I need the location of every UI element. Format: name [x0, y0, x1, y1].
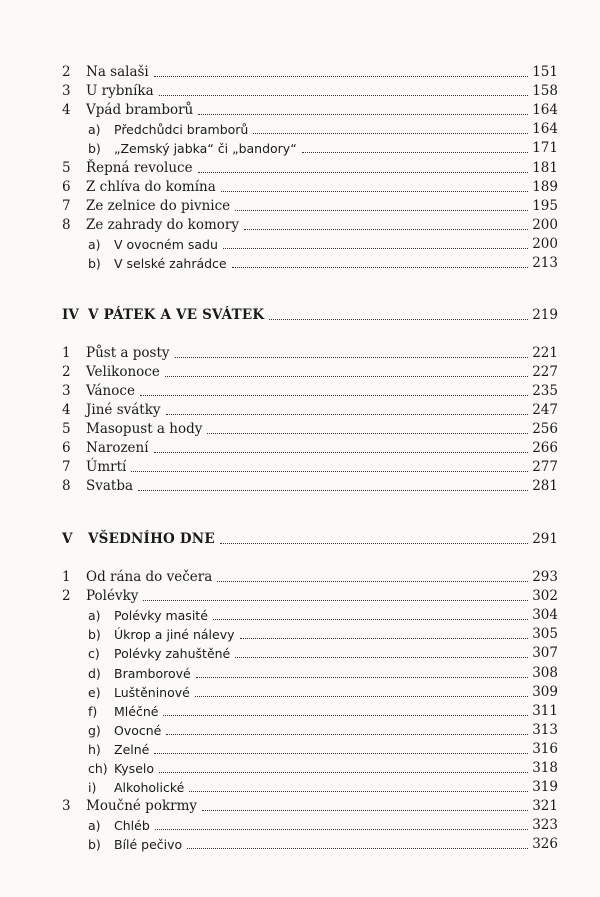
section-title: V PÁTEK A VE SVÁTEK: [88, 307, 265, 323]
entry-title: Zelné: [114, 741, 150, 757]
entry-number: 1: [62, 345, 71, 361]
entry-number: b): [88, 256, 101, 271]
page-number: 151: [532, 64, 558, 80]
entry-title: Mléčné: [114, 703, 159, 719]
page-number: 313: [532, 721, 558, 738]
entry-title: Vpád bramborů: [86, 102, 194, 119]
entry-number: a): [88, 608, 101, 624]
entry-title: Z chlíva do komína: [86, 178, 216, 195]
entry-title: Předchůdci bramborů: [114, 122, 249, 138]
dot-leader: [163, 715, 528, 716]
dot-leader: [269, 319, 528, 320]
dot-leader: [154, 753, 528, 754]
toc-subentry[interactable]: [62, 664, 558, 683]
dot-leader: [138, 490, 528, 491]
toc-subentry[interactable]: [62, 120, 558, 139]
entry-title: Polévky masité: [114, 608, 208, 624]
toc-entry[interactable]: [62, 458, 558, 477]
dot-leader: [166, 734, 528, 735]
entry-title: Půst a posty: [86, 345, 170, 361]
dot-leader: [187, 848, 528, 849]
page-number: 266: [532, 440, 558, 456]
entry-number: 6: [62, 440, 71, 456]
page-number: 281: [532, 478, 558, 494]
dot-leader: [143, 600, 528, 601]
page-number: 318: [532, 760, 558, 776]
entry-number: 5: [62, 421, 71, 437]
entry-number: a): [88, 122, 101, 138]
toc-entry[interactable]: [62, 63, 558, 82]
entry-title: Polévky zahuštěné: [114, 646, 231, 662]
entry-title: Alkoholické: [114, 780, 185, 796]
entry-number: f): [88, 703, 98, 719]
entry-number: c): [88, 646, 100, 662]
entry-number: 3: [62, 83, 71, 100]
entry-number: 5: [62, 159, 71, 176]
page-number: 171: [532, 140, 558, 157]
page-number: 164: [532, 102, 558, 119]
entry-title: V ovocném sadu: [114, 236, 218, 252]
toc-entry[interactable]: [62, 363, 558, 382]
toc-subentry[interactable]: [62, 702, 558, 721]
toc-entry[interactable]: [62, 159, 558, 178]
page-number: 277: [532, 459, 558, 475]
toc-subentry[interactable]: [62, 139, 558, 158]
dot-leader: [140, 395, 528, 396]
page-number: 235: [532, 383, 558, 399]
entry-title: Ze zelnice do pivnice: [86, 197, 231, 214]
section-number: IV: [62, 307, 79, 323]
toc-entry[interactable]: [62, 477, 558, 496]
toc-entry[interactable]: [62, 197, 558, 216]
entry-number: 7: [62, 197, 71, 214]
entry-number: 2: [62, 364, 71, 380]
toc-subentry[interactable]: [62, 835, 558, 854]
entry-number: 2: [62, 64, 71, 80]
entry-title: „Zemský jabka“ či „bandory“: [114, 141, 297, 157]
entry-title: V selské zahrádce: [114, 256, 227, 271]
entry-title: Kyselo: [114, 761, 155, 776]
entry-title: Jiné svátky: [86, 402, 161, 418]
entry-title: Na salaši: [86, 64, 149, 80]
entry-title: Řepná revoluce: [86, 159, 193, 176]
entry-title: Ovocné: [114, 722, 162, 738]
entry-number: d): [88, 665, 101, 681]
entry-title: Chléb: [114, 818, 150, 834]
toc-subentry[interactable]: [62, 625, 558, 644]
page-number: 321: [532, 798, 558, 815]
dot-leader: [235, 210, 528, 211]
entry-number: 3: [62, 798, 71, 815]
page-number: 256: [532, 421, 558, 437]
page-number: 305: [532, 626, 558, 643]
dot-leader: [213, 619, 528, 620]
dot-leader: [223, 248, 528, 249]
page-number: 311: [532, 702, 558, 719]
dot-leader: [154, 76, 528, 77]
toc-subentry[interactable]: [62, 759, 558, 778]
toc-entry[interactable]: [62, 178, 558, 197]
page-number: 307: [532, 645, 558, 662]
entry-number: 6: [62, 178, 71, 195]
toc-subentry[interactable]: [62, 683, 558, 702]
entry-title: Bílé pečivo: [114, 837, 183, 853]
page-number: 181: [532, 159, 558, 176]
toc-entry[interactable]: [62, 420, 558, 439]
page-number: 200: [532, 235, 558, 252]
entry-title: U rybníka: [86, 83, 154, 100]
dot-leader: [154, 452, 529, 453]
page-number: 326: [532, 836, 558, 853]
page-number: 309: [532, 683, 558, 700]
dot-leader: [165, 376, 528, 377]
toc-entry[interactable]: [62, 82, 558, 101]
dot-leader: [195, 696, 528, 697]
entry-title: Úkrop a jiné nálevy: [114, 627, 235, 643]
toc-entry[interactable]: [62, 216, 558, 235]
entry-title: Ze zahrady do komory: [86, 216, 239, 233]
toc-entry[interactable]: [62, 568, 558, 587]
entry-number: 1: [62, 569, 71, 585]
section-title: VŠEDNÍHO DNE: [88, 531, 215, 547]
entry-number: a): [88, 236, 101, 252]
entry-title: Bramborové: [114, 665, 191, 681]
entry-title: Narození: [86, 440, 149, 456]
toc-subentry[interactable]: [62, 740, 558, 759]
page-number: 227: [532, 364, 558, 380]
dot-leader: [166, 414, 529, 415]
entry-number: 4: [62, 402, 71, 418]
toc-subentry[interactable]: [62, 816, 558, 835]
dot-leader: [196, 677, 528, 678]
entry-number: b): [88, 837, 101, 853]
entry-title: Vánoce: [86, 383, 135, 399]
dot-leader: [175, 357, 529, 358]
dot-leader: [198, 172, 529, 173]
entry-number: g): [88, 722, 101, 738]
entry-title: Polévky: [86, 588, 139, 605]
entry-title: Od rána do večera: [86, 569, 213, 585]
entry-title: Masopust a hody: [86, 421, 203, 437]
toc-entry[interactable]: [62, 401, 558, 420]
page-number: 319: [532, 779, 558, 796]
dot-leader: [232, 267, 529, 268]
dot-leader: [189, 791, 528, 792]
toc-subentry[interactable]: [62, 721, 558, 740]
dot-leader: [235, 657, 528, 658]
dot-leader: [159, 95, 529, 96]
toc-entry[interactable]: [62, 382, 558, 401]
entry-number: 3: [62, 383, 71, 399]
dot-leader: [244, 229, 528, 230]
dot-leader: [198, 114, 528, 115]
toc-section-heading[interactable]: [62, 530, 558, 549]
page-number: 323: [532, 817, 558, 834]
page-number: 189: [532, 178, 558, 195]
toc-entry[interactable]: [62, 101, 558, 120]
entry-number: b): [88, 627, 101, 643]
entry-number: 4: [62, 102, 71, 119]
entry-number: ch): [88, 761, 108, 776]
page-number: 195: [532, 197, 558, 214]
toc-entry[interactable]: [62, 344, 558, 363]
entry-number: 7: [62, 459, 71, 475]
page-number: 316: [532, 740, 558, 757]
entry-title: Svatba: [86, 478, 134, 494]
page-number: 200: [532, 216, 558, 233]
page-number: 213: [532, 255, 558, 271]
entry-number: 8: [62, 478, 71, 494]
entry-number: 2: [62, 588, 71, 605]
page-number: 293: [532, 569, 558, 585]
entry-number: a): [88, 818, 101, 834]
dot-leader: [202, 810, 528, 811]
page-number: 247: [532, 402, 558, 418]
entry-number: i): [88, 780, 97, 796]
dot-leader: [155, 829, 528, 830]
entry-title: Luštěninové: [114, 684, 190, 700]
toc-entry[interactable]: [62, 797, 558, 816]
section-number: V: [62, 531, 73, 547]
dot-leader: [220, 543, 528, 544]
toc-subentry[interactable]: [62, 778, 558, 797]
dot-leader: [221, 191, 528, 192]
entry-number: b): [88, 141, 101, 157]
dot-leader: [217, 581, 528, 582]
dot-leader: [159, 772, 528, 773]
dot-leader: [302, 152, 529, 153]
toc-subentry[interactable]: [62, 235, 558, 254]
dot-leader: [131, 471, 528, 472]
page-number: 291: [532, 531, 558, 547]
entry-number: 8: [62, 216, 71, 233]
page-number: 219: [532, 307, 558, 323]
page-number: 302: [532, 588, 558, 605]
toc-subentry[interactable]: [62, 606, 558, 625]
toc-section-heading[interactable]: [62, 306, 558, 325]
dot-leader: [207, 433, 528, 434]
page-number: 304: [532, 607, 558, 624]
toc-entry[interactable]: [62, 439, 558, 458]
toc-subentry[interactable]: [62, 644, 558, 663]
entry-title: Moučné pokrmy: [86, 798, 198, 815]
toc-entry[interactable]: [62, 587, 558, 606]
page-number: 221: [532, 345, 558, 361]
page-number: 164: [532, 121, 558, 138]
page-number: 308: [532, 664, 558, 681]
page-number: 158: [532, 83, 558, 100]
dot-leader: [240, 638, 529, 639]
entry-title: Velikonoce: [86, 364, 160, 380]
toc-subentry[interactable]: [62, 254, 558, 273]
entry-number: e): [88, 684, 101, 700]
entry-number: h): [88, 741, 101, 757]
entry-title: Úmrtí: [86, 459, 127, 475]
dot-leader: [253, 133, 528, 134]
